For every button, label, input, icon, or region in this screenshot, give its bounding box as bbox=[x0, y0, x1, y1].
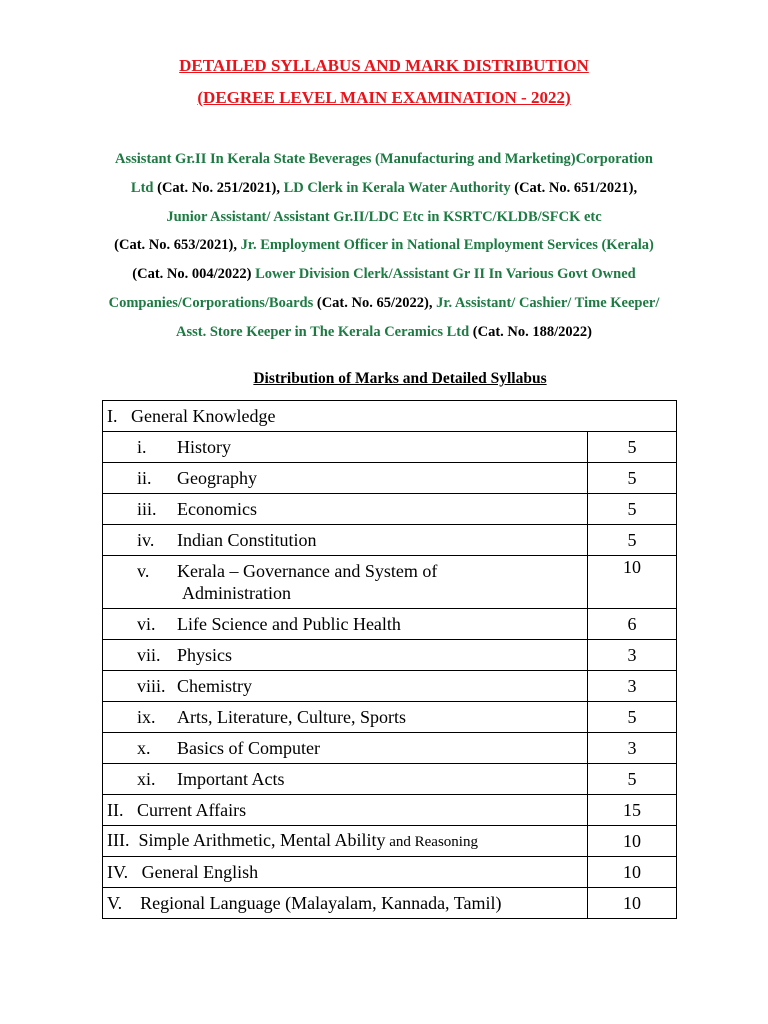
section-cell bbox=[103, 826, 588, 857]
topic-cell bbox=[103, 556, 588, 609]
intro-line bbox=[0, 147, 768, 176]
marks-cell: 10 bbox=[588, 826, 677, 857]
document-title: DETAILED SYLLABUS AND MARK DISTRIBUTION bbox=[179, 56, 589, 75]
section-label: V. Regional Language (Malayalam, Kannada, Tamil) bbox=[103, 888, 588, 919]
table-row bbox=[103, 401, 677, 432]
topic-cell bbox=[103, 494, 588, 525]
table-row bbox=[103, 525, 677, 556]
marks-cell: 6 bbox=[588, 609, 677, 640]
table-row bbox=[103, 432, 677, 463]
intro-line bbox=[0, 320, 768, 349]
topic-number: iv. bbox=[137, 530, 155, 550]
topic-label: Indian Constitution bbox=[177, 530, 317, 550]
topic-number: viii. bbox=[137, 676, 166, 696]
topic-number: x. bbox=[137, 738, 151, 758]
category-number: (Cat. No. 188/2022) bbox=[472, 323, 593, 340]
marks-cell: 3 bbox=[588, 671, 677, 702]
marks-cell: 5 bbox=[588, 432, 677, 463]
intro-line bbox=[0, 205, 768, 234]
table-row bbox=[103, 494, 677, 525]
category-number: (Cat. No. 65/2022), bbox=[316, 294, 433, 311]
topic-number: vii. bbox=[137, 645, 161, 665]
topic-cell bbox=[103, 702, 588, 733]
table-row bbox=[103, 733, 677, 764]
topic-label: Arts, Literature, Culture, Sports bbox=[177, 707, 406, 727]
table-row bbox=[103, 556, 677, 609]
topic-label: Geography bbox=[177, 468, 257, 488]
topic-cell bbox=[103, 764, 588, 795]
topic-cell bbox=[103, 671, 588, 702]
section-label: IV. General English bbox=[103, 857, 588, 888]
intro-line bbox=[0, 262, 768, 291]
table-row bbox=[103, 826, 677, 857]
marks-cell: 3 bbox=[588, 733, 677, 764]
topic-cell bbox=[103, 609, 588, 640]
category-number: (Cat. No. 653/2021), bbox=[114, 237, 237, 254]
table-row bbox=[103, 671, 677, 702]
post-name: Companies/Corporations/Boards bbox=[108, 294, 314, 311]
marks-cell: 5 bbox=[588, 764, 677, 795]
topic-label: Basics of Computer bbox=[177, 738, 320, 758]
marks-cell: 5 bbox=[588, 494, 677, 525]
topic-cell bbox=[103, 432, 588, 463]
marks-cell: 3 bbox=[588, 640, 677, 671]
topic-number: iii. bbox=[137, 499, 157, 519]
topic-label: Life Science and Public Health bbox=[177, 614, 401, 634]
topic-cell bbox=[103, 463, 588, 494]
distribution-heading: Distribution of Marks and Detailed Syllabus bbox=[253, 370, 547, 387]
section-label-small: and Reasoning bbox=[385, 834, 478, 850]
topic-cell bbox=[103, 525, 588, 556]
table-row bbox=[103, 609, 677, 640]
topic-label-continued: Administration bbox=[182, 583, 291, 603]
post-name: Lower Division Clerk/Assistant Gr II In Various Govt Owned bbox=[255, 266, 636, 283]
table-row bbox=[103, 888, 677, 919]
topic-number: ii. bbox=[137, 468, 152, 488]
intro-line bbox=[0, 233, 768, 262]
topic-number: xi. bbox=[137, 769, 156, 789]
category-number: (Cat. No. 251/2021), bbox=[157, 179, 280, 196]
marks-cell: 15 bbox=[588, 795, 677, 826]
post-name: Assistant Gr.II In Kerala State Beverages (Manufacturing and Marketing)Corporation bbox=[115, 151, 653, 167]
table-row bbox=[103, 764, 677, 795]
marks-table bbox=[102, 400, 677, 919]
topic-number: i. bbox=[137, 437, 147, 457]
post-name: LD Clerk in Kerala Water Authority bbox=[283, 179, 511, 196]
marks-cell: 5 bbox=[588, 463, 677, 494]
marks-cell: 10 bbox=[588, 888, 677, 919]
intro-line bbox=[0, 176, 768, 205]
table-row bbox=[103, 857, 677, 888]
post-name: Jr. Employment Officer in National Employment Services (Kerala) bbox=[240, 237, 654, 254]
section-label: II. Current Affairs bbox=[103, 795, 588, 826]
topic-cell bbox=[103, 733, 588, 764]
marks-cell: 10 bbox=[588, 857, 677, 888]
post-name: Ltd bbox=[130, 179, 154, 196]
marks-cell: 5 bbox=[588, 702, 677, 733]
topic-cell bbox=[103, 640, 588, 671]
topic-label: Economics bbox=[177, 499, 257, 519]
intro-line bbox=[0, 291, 768, 320]
post-name: Jr. Assistant/ Cashier/ Time Keeper/ bbox=[436, 294, 660, 311]
table-row bbox=[103, 640, 677, 671]
topic-number: ix. bbox=[137, 707, 156, 727]
table-row bbox=[103, 795, 677, 826]
post-name: Asst. Store Keeper in The Kerala Ceramics Ltd bbox=[175, 323, 470, 340]
category-number: (Cat. No. 004/2022) bbox=[132, 266, 252, 283]
topic-label: History bbox=[177, 437, 231, 457]
posts-paragraph bbox=[0, 147, 768, 349]
topic-number: vi. bbox=[137, 614, 156, 634]
topic-label: Important Acts bbox=[177, 769, 285, 789]
post-name: Junior Assistant/ Assistant Gr.II/LDC Etc in KSRTC/KLDB/SFCK etc bbox=[166, 208, 602, 225]
table-row bbox=[103, 463, 677, 494]
section-label: III. Simple Arithmetic, Mental Ability bbox=[107, 830, 386, 850]
marks-cell: 10 bbox=[588, 556, 677, 609]
topic-label: Physics bbox=[177, 645, 233, 665]
topic-number: v. bbox=[137, 561, 150, 581]
marks-cell: 5 bbox=[588, 525, 677, 556]
table-row bbox=[103, 702, 677, 733]
document-subtitle: (DEGREE LEVEL MAIN EXAMINATION - 2022) bbox=[197, 88, 571, 107]
category-number: (Cat. No. 651/2021), bbox=[514, 179, 638, 196]
topic-label: Chemistry bbox=[177, 676, 252, 696]
topic-label: Kerala – Governance and System of bbox=[177, 561, 438, 581]
section-heading: I. General Knowledge bbox=[103, 401, 677, 432]
